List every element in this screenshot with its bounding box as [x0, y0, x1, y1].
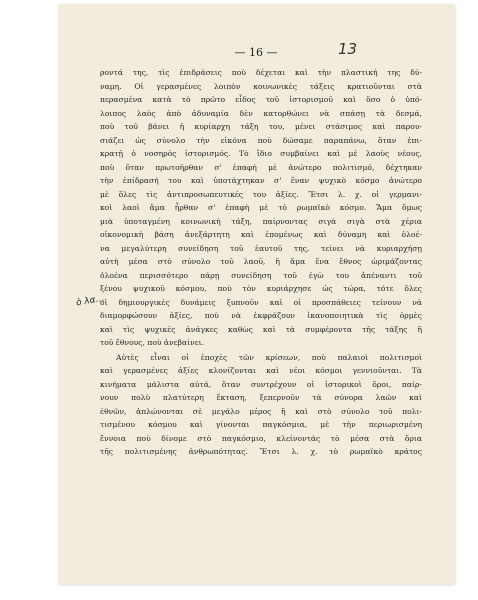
text-line: νουν πολὺ πλατύτερη ἔκταση, ξεπερνοῦν τὰ σύνορα λαῶν καὶ: [100, 393, 422, 402]
text-line: ὁλοένα περισσότερο πάρῃ συνείδηση τοῦ ἐγὼ του ἀπέναντι τοῦ: [100, 270, 422, 280]
text-line: ἐθνῶν, ἁπλώνονται σὲ μεγάλο μέρος ἢ καὶ στὸ σύνολο τοῦ πολι-: [100, 406, 422, 416]
text-line: τὴν ἐπίδρασή του καὶ ὑποτάχτηκαν σ' ἕναν ψυχικὸ κόσμο ἀνώτερο: [100, 176, 422, 185]
text-line: λοιπος λαὸς ἀπὸ ἀδυναμία δὲν κατορθώνει νὰ σπάσῃ τὰ δεσμά,: [100, 108, 422, 118]
text-line: τῆς πολιτισμένης ἀνθρωπότητας. Ἔτσι λ. χ. τὸ ρωμαϊκὸ κράτος: [100, 447, 422, 456]
text-line: κοὶ λαοὶ ἅμα ἦρθαν σ' ἐπαφὴ μὲ τὸ ρωμαϊκὸ κόσμο. Ἅμα ὅμως: [100, 203, 422, 212]
handwritten-margin-note: ὁ λα…: [75, 293, 106, 309]
text-line: καὶ γερασμένες ἀξίες κλονίζονται καὶ νέοι κόσμοι γεννιοῦνται. Τὰ: [100, 366, 422, 375]
text-line: κρατῇ ὁ νοσηρὸς ἱστορισμός. Τὸ ἴδιο συμβαίνει καὶ μὲ λαοὺς νέους,: [100, 149, 422, 158]
paragraph-1: [100, 66, 422, 350]
text-line: οἰκονομικὴ βάση ἀνεξάρτητη καὶ ἐπομένως καὶ δύναμη καὶ ὁλοέ-: [100, 230, 422, 239]
text-line: οἱ δημιουργικὲς δυνάμεις ξυπνοῦν καὶ οἱ προσπάθειες τείνουν νὰ: [100, 297, 422, 307]
text-line: ἔννοια ποὺ δίνομε στὸ παγκόσμιο, κλείνοντάς τὸ μέσα στὰ ὅρια: [100, 433, 422, 443]
body-text: [100, 66, 422, 459]
text-line: κινήματα μάλιστα αὐτά, ὅταν συντρέχουν οἱ ἱστορικοὶ ὅροι, παίρ-: [100, 379, 422, 389]
text-line: μιὰ ὑποταγμένη κοινωνικὴ τάξη, παίρνοντας σιγὰ σιγὰ στὰ χέρια: [100, 216, 422, 226]
text-line: Αὐτὲς εἶναι οἱ ἐποχὲς τῶν κρίσεων, ποὺ παλαιοὶ πολιτισμοὶ: [116, 352, 422, 362]
text-line: ποὺ τοῦ βάνει ἡ κυρίαρχη τάξη του, μένει στάσιμος καὶ παρου-: [100, 122, 422, 131]
text-line: περασμένα κατὰ τὸ πρῶτο εἶδος τοῦ ἱστορισμοῦ καὶ ὅσο ὁ ὑπό-: [100, 95, 422, 104]
text-line: διαμορφώσουν ἀξίες, ποὺ νὰ ἐκφράζουν ἱκανοποιητικὰ τὶς ὁρμὲς: [100, 311, 422, 320]
text-line: μὲ ὅλες τὶς ἀντιπροσωπευτικές του ἀξίες. Ἔτσι λ. χ. οἱ γερμανι-: [100, 189, 422, 199]
text-line: ροντά της, τὶς ἐπιδράσεις ποὺ δέχεται καὶ τὴν πλαστική της δύ-: [100, 68, 422, 77]
paragraph-2: [100, 351, 422, 459]
text-line: να μεγαλύτερη συνείδηση τοῦ ἑαυτοῦ της, τείνει νὰ κυριαρχήσῃ: [100, 243, 422, 253]
handwritten-page-number: 13: [338, 40, 358, 58]
text-line: ναμη. Οἱ γερασμένες λοιπὸν κοινωνικὲς τάξεις κρατιοῦνται στὰ: [100, 81, 422, 91]
text-line: τοῦ ἔθνους, ποὺ ἀνεβαίνει.: [100, 338, 205, 347]
text-line: τισμένου κόσμου καὶ γίνονται παγκόσμια, μὲ τὴν περιωρισμένη: [100, 420, 422, 429]
text-line: αὐτὴ μέσα στὸ σύνολο τοῦ λαοῦ, ἢ ἅμα ἕνα ἔθνος ὡριμάζοντας: [100, 257, 422, 266]
text-line: ποὺ ὅταν πρωτοῆρθαν σ' ἐπαφὴ μὲ ἀνώτερο πολιτισμό, δέχτηκαν: [100, 162, 422, 172]
page-number-header: — 16 —: [234, 46, 278, 59]
document-page: [58, 4, 454, 584]
text-line: καὶ τὶς ψυχικὲς ἀνάγκες καθὼς καὶ τὰ συμφέροντα τῆς τάξης ἢ: [100, 324, 422, 334]
text-line: σιάζει ὡς σύνολο τὴν εἰκόνα ποὺ δώσαμε παραπάνω, ὅταν ἐπι-: [100, 135, 422, 145]
text-line: ξένου ψυχικοῦ κόσμου, ποὺ τὸν κυριάρχησε ὡς τώρα, τότε ὅλες: [100, 284, 422, 293]
